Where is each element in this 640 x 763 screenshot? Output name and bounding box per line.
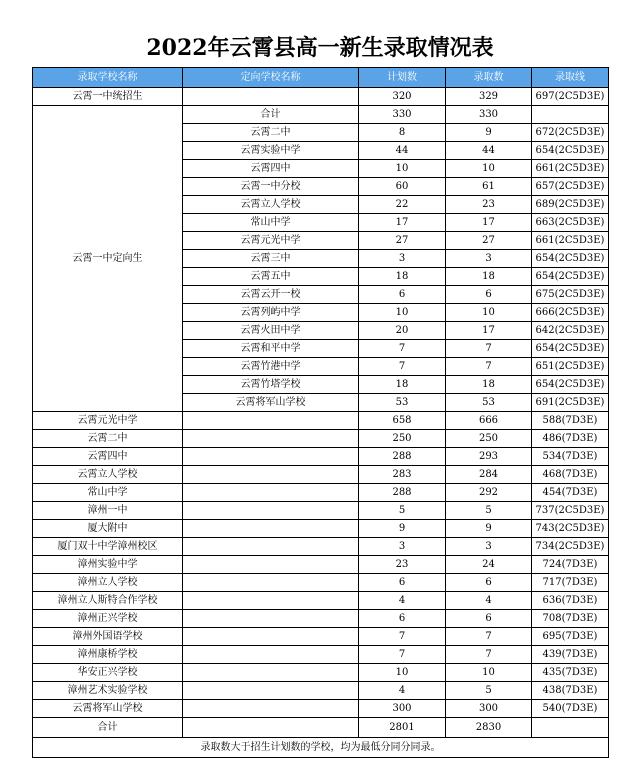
directed-admitted: 17 [446, 322, 532, 340]
directed-admitted: 18 [446, 268, 532, 286]
directed-plan: 3 [359, 250, 446, 268]
directed-line: 663(2C5D3E) [532, 214, 609, 232]
school-directed-empty [183, 610, 359, 628]
footnote: 录取数大于招生计划数的学校，均为最低分同分同录。 [33, 738, 609, 758]
school-admitted: 5 [446, 682, 532, 700]
directed-admitted: 3 [446, 250, 532, 268]
directed-line: 657(2C5D3E) [532, 178, 609, 196]
table-row-school [33, 556, 609, 574]
directed-line: 672(2C5D3E) [532, 124, 609, 142]
table-row-school [33, 430, 609, 448]
directed-school-name: 云霄竹塔学校 [183, 376, 359, 394]
school-directed-empty [183, 556, 359, 574]
directed-admitted: 17 [446, 214, 532, 232]
school-admitted: 250 [446, 430, 532, 448]
header-directed-school: 定向学校名称 [183, 68, 359, 88]
school-name: 漳州艺术实验学校 [33, 682, 183, 700]
unified-admitted: 329 [446, 88, 532, 106]
school-name: 云霄将军山学校 [33, 700, 183, 718]
school-admitted: 7 [446, 628, 532, 646]
school-plan: 300 [359, 700, 446, 718]
directed-school-name: 云霄竹港中学 [183, 358, 359, 376]
directed-school-name: 云霄列屿中学 [183, 304, 359, 322]
directed-admitted: 9 [446, 124, 532, 142]
school-line: 439(7D3E) [532, 646, 609, 664]
table-row-directed [33, 106, 609, 124]
school-plan: 10 [359, 664, 446, 682]
table-row-school [33, 484, 609, 502]
school-admitted: 4 [446, 592, 532, 610]
header-cutoff-line: 录取线 [532, 68, 609, 88]
school-plan: 6 [359, 574, 446, 592]
school-plan: 4 [359, 682, 446, 700]
directed-school-name: 云霄四中 [183, 160, 359, 178]
school-admitted: 5 [446, 502, 532, 520]
unified-plan: 320 [359, 88, 446, 106]
directed-admitted: 44 [446, 142, 532, 160]
directed-line: 642(2C5D3E) [532, 322, 609, 340]
directed-line: 654(2C5D3E) [532, 376, 609, 394]
school-line: 540(7D3E) [532, 700, 609, 718]
directed-school-name: 云霄元光中学 [183, 232, 359, 250]
directed-plan: 44 [359, 142, 446, 160]
total-admitted: 2830 [446, 718, 532, 738]
directed-plan: 18 [359, 268, 446, 286]
school-line: 737(2C5D3E) [532, 502, 609, 520]
directed-plan: 17 [359, 214, 446, 232]
directed-line: 661(2C5D3E) [532, 232, 609, 250]
school-admitted: 6 [446, 610, 532, 628]
total-line [532, 718, 609, 738]
total-directed-empty [183, 718, 359, 738]
school-directed-empty [183, 538, 359, 556]
school-admitted: 300 [446, 700, 532, 718]
school-line: 724(7D3E) [532, 556, 609, 574]
school-plan: 288 [359, 448, 446, 466]
directed-admitted: 61 [446, 178, 532, 196]
school-directed-empty [183, 574, 359, 592]
directed-school-name: 云霄将军山学校 [183, 394, 359, 412]
table-row-school [33, 412, 609, 430]
school-name: 漳州立人学校 [33, 574, 183, 592]
directed-school: 云霄一中定向生 [33, 106, 183, 412]
school-directed-empty [183, 448, 359, 466]
directed-line: 654(2C5D3E) [532, 268, 609, 286]
directed-line: 666(2C5D3E) [532, 304, 609, 322]
table-row-total [33, 718, 609, 738]
directed-school-name: 云霄立人学校 [183, 196, 359, 214]
directed-school-name: 云霄三中 [183, 250, 359, 268]
school-admitted: 10 [446, 664, 532, 682]
directed-plan: 10 [359, 304, 446, 322]
table-row-school [33, 574, 609, 592]
table-row-school [33, 664, 609, 682]
school-plan: 283 [359, 466, 446, 484]
table-row-school [33, 466, 609, 484]
school-admitted: 7 [446, 646, 532, 664]
school-line: 695(7D3E) [532, 628, 609, 646]
directed-admitted: 23 [446, 196, 532, 214]
directed-line: 654(2C5D3E) [532, 142, 609, 160]
directed-admitted: 7 [446, 340, 532, 358]
school-plan: 23 [359, 556, 446, 574]
table-row-school [33, 538, 609, 556]
school-name: 云霄四中 [33, 448, 183, 466]
school-plan: 5 [359, 502, 446, 520]
unified-line: 697(2C5D3E) [532, 88, 609, 106]
directed-school-name: 合计 [183, 106, 359, 124]
school-line: 486(7D3E) [532, 430, 609, 448]
directed-plan: 53 [359, 394, 446, 412]
directed-school-name: 云霄火田中学 [183, 322, 359, 340]
directed-line: 654(2C5D3E) [532, 340, 609, 358]
directed-school-name: 云霄一中分校 [183, 178, 359, 196]
school-plan: 250 [359, 430, 446, 448]
directed-plan: 8 [359, 124, 446, 142]
directed-admitted: 53 [446, 394, 532, 412]
school-directed-empty [183, 664, 359, 682]
directed-line: 691(2C5D3E) [532, 394, 609, 412]
school-directed-empty [183, 700, 359, 718]
directed-school-name: 云霄和平中学 [183, 340, 359, 358]
school-plan: 7 [359, 628, 446, 646]
school-directed-empty [183, 646, 359, 664]
directed-admitted: 7 [446, 358, 532, 376]
school-name: 漳州实验中学 [33, 556, 183, 574]
total-label: 合计 [33, 718, 183, 738]
school-name: 云霄二中 [33, 430, 183, 448]
directed-line: 651(2C5D3E) [532, 358, 609, 376]
school-line: 636(7D3E) [532, 592, 609, 610]
header-row [33, 68, 609, 88]
school-admitted: 3 [446, 538, 532, 556]
school-plan: 288 [359, 484, 446, 502]
school-plan: 658 [359, 412, 446, 430]
directed-admitted: 18 [446, 376, 532, 394]
table-header [33, 68, 609, 88]
directed-school-name: 云霄五中 [183, 268, 359, 286]
directed-plan: 330 [359, 106, 446, 124]
school-admitted: 9 [446, 520, 532, 538]
school-name: 云霄立人学校 [33, 466, 183, 484]
table-body [33, 88, 609, 718]
table-row-school [33, 700, 609, 718]
directed-school-name: 常山中学 [183, 214, 359, 232]
directed-plan: 27 [359, 232, 446, 250]
school-line: 438(7D3E) [532, 682, 609, 700]
school-plan: 9 [359, 520, 446, 538]
school-line: 588(7D3E) [532, 412, 609, 430]
school-admitted: 284 [446, 466, 532, 484]
directed-line: 661(2C5D3E) [532, 160, 609, 178]
directed-plan: 7 [359, 340, 446, 358]
directed-admitted: 27 [446, 232, 532, 250]
school-directed-empty [183, 520, 359, 538]
table-row-school [33, 646, 609, 664]
school-directed-empty [183, 412, 359, 430]
school-line: 708(7D3E) [532, 610, 609, 628]
directed-line: 654(2C5D3E) [532, 250, 609, 268]
directed-plan: 22 [359, 196, 446, 214]
school-line: 534(7D3E) [532, 448, 609, 466]
school-directed-empty [183, 682, 359, 700]
table-row-school [33, 592, 609, 610]
school-name: 漳州康桥学校 [33, 646, 183, 664]
school-plan: 7 [359, 646, 446, 664]
table-row-school [33, 610, 609, 628]
directed-school-name: 云霄实验中学 [183, 142, 359, 160]
school-name: 厦大附中 [33, 520, 183, 538]
table-row-school [33, 502, 609, 520]
directed-line: 675(2C5D3E) [532, 286, 609, 304]
directed-plan: 6 [359, 286, 446, 304]
school-name: 漳州一中 [33, 502, 183, 520]
directed-admitted: 10 [446, 304, 532, 322]
school-line: 743(2C5D3E) [532, 520, 609, 538]
directed-admitted: 10 [446, 160, 532, 178]
total-plan: 2801 [359, 718, 446, 738]
school-line: 734(2C5D3E) [532, 538, 609, 556]
school-admitted: 666 [446, 412, 532, 430]
school-name: 华安正兴学校 [33, 664, 183, 682]
school-admitted: 292 [446, 484, 532, 502]
directed-line: 689(2C5D3E) [532, 196, 609, 214]
header-plan: 计划数 [359, 68, 446, 88]
school-line: 435(7D3E) [532, 664, 609, 682]
school-directed-empty [183, 628, 359, 646]
school-admitted: 6 [446, 574, 532, 592]
school-name: 漳州正兴学校 [33, 610, 183, 628]
school-plan: 4 [359, 592, 446, 610]
header-admitted: 录取数 [446, 68, 532, 88]
admission-table [32, 67, 609, 758]
directed-admitted: 330 [446, 106, 532, 124]
school-name: 漳州立人斯特合作学校 [33, 592, 183, 610]
table-row-school [33, 682, 609, 700]
unified-school: 云霄一中统招生 [33, 88, 183, 106]
school-directed-empty [183, 484, 359, 502]
school-directed-empty [183, 466, 359, 484]
school-directed-empty [183, 430, 359, 448]
table-row-school [33, 628, 609, 646]
directed-school-name: 云霄二中 [183, 124, 359, 142]
table-row-school [33, 520, 609, 538]
school-name: 漳州外国语学校 [33, 628, 183, 646]
school-admitted: 293 [446, 448, 532, 466]
unified-directed-empty [183, 88, 359, 106]
school-directed-empty [183, 592, 359, 610]
table-row-school [33, 448, 609, 466]
school-plan: 6 [359, 610, 446, 628]
school-directed-empty [183, 502, 359, 520]
directed-plan: 10 [359, 160, 446, 178]
school-line: 717(7D3E) [532, 574, 609, 592]
directed-plan: 20 [359, 322, 446, 340]
footnote-row [33, 738, 609, 758]
school-name: 云霄元光中学 [33, 412, 183, 430]
directed-plan: 18 [359, 376, 446, 394]
directed-line [532, 106, 609, 124]
school-name: 厦门双十中学漳州校区 [33, 538, 183, 556]
school-line: 454(7D3E) [532, 484, 609, 502]
header-admitting-school: 录取学校名称 [33, 68, 183, 88]
school-plan: 3 [359, 538, 446, 556]
school-name: 常山中学 [33, 484, 183, 502]
page-title: 2022年云霄县高一新生录取情况表 [146, 35, 494, 61]
school-admitted: 24 [446, 556, 532, 574]
school-line: 468(7D3E) [532, 466, 609, 484]
directed-plan: 7 [359, 358, 446, 376]
table-row-unified [33, 88, 609, 106]
directed-plan: 60 [359, 178, 446, 196]
directed-admitted: 6 [446, 286, 532, 304]
directed-school-name: 云霄云开一校 [183, 286, 359, 304]
